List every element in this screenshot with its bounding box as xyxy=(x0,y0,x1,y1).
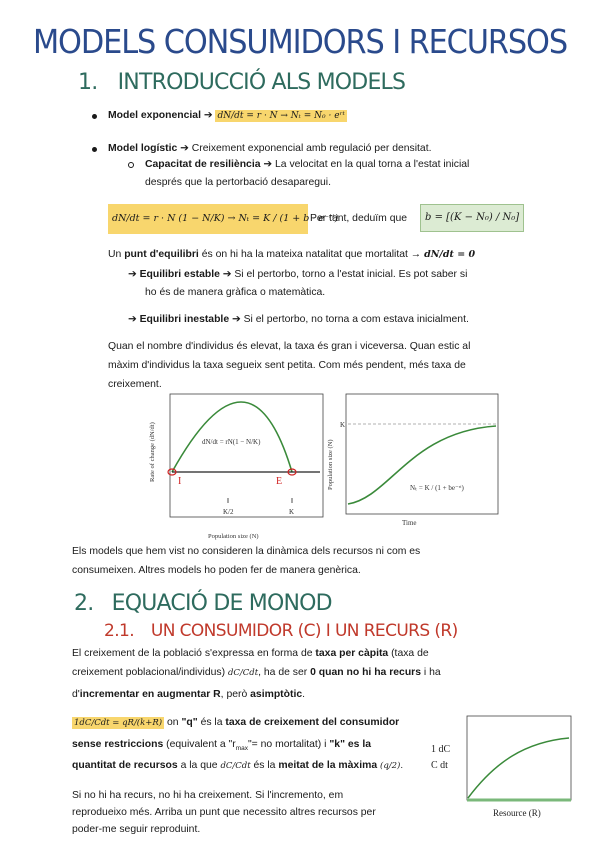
text: (taxa de xyxy=(391,648,429,659)
subscript: max xyxy=(235,745,248,753)
para-line: Els models que hem vist no consideren la dinàmica dels recursos ni com es xyxy=(72,546,421,557)
equilibrium-post: és on hi ha la mateixa natalitat que mortalitat → xyxy=(201,249,422,260)
text-bold: "k" es la xyxy=(329,739,371,750)
text: El creixement de la població s'expressa en forma de xyxy=(72,648,313,659)
text: és la xyxy=(200,717,223,728)
equilibrium-pre: Un xyxy=(108,249,122,260)
para-line: consumeixen. Altres models ho poden fer de manera genèrica. xyxy=(72,565,361,576)
text: i ha xyxy=(423,667,441,678)
fig3-xlabel: Resource (R) xyxy=(493,808,541,818)
unstable-label: Equilibri inestable xyxy=(139,314,230,325)
monod-line-1 xyxy=(72,716,399,730)
logistic-label: Model logístic xyxy=(108,143,178,154)
monod-figure xyxy=(425,712,575,824)
section-2-title: EQUACIÓ DE MONOD xyxy=(111,591,332,616)
sub-bullet-ring xyxy=(128,162,134,168)
resilience-text-2: després que la pertorbació desaparegui. xyxy=(145,177,332,188)
logistic-text: Creixement exponencial amb regulació per densitat. xyxy=(191,143,432,154)
equilibrium-math: dN/dt = 0 xyxy=(424,249,476,260)
text-bold: quantitat de recursos xyxy=(72,760,178,771)
para-line: poder-me seguir reproduint. xyxy=(72,824,201,835)
text: d' xyxy=(72,689,80,700)
section-2-heading xyxy=(74,591,332,616)
para-line: màxim d'individus la taxa segueix sent petita. Com més pendent, més taxa de xyxy=(108,360,466,371)
section-1-title: INTRODUCCIÓ ALS MODELS xyxy=(117,70,406,95)
text: (equivalent a "r xyxy=(166,739,236,750)
text-bold: meitat de la màxima xyxy=(278,760,378,771)
arrow-right-icon: ➔ xyxy=(128,314,137,325)
text: "= no mortalitat) i xyxy=(247,739,327,750)
section-2-1-heading xyxy=(104,621,458,641)
b-equation: b = [(K − N₀) / N₀] xyxy=(420,204,524,232)
section-2-1-title: UN CONSUMIDOR (C) I UN RECURS (R) xyxy=(150,621,458,641)
mark-i: I xyxy=(178,476,182,487)
tick-k: K xyxy=(289,508,295,516)
bullet-dot xyxy=(92,147,97,152)
section-2-number: 2. xyxy=(74,591,94,616)
arrow-icon: ➔ xyxy=(232,314,241,325)
fig2-ylabel: Population size (N) xyxy=(327,439,334,490)
tick-k-half: K/2 xyxy=(223,508,234,516)
fig3-ylabel-a: 1 dC xyxy=(431,744,451,755)
resilience-text-1: La velocitat en la qual torna a l'estat inicial xyxy=(275,159,470,170)
para-line: reprodueixo més. Arriba un punt que necessito altres recursos per xyxy=(72,807,376,818)
text-bold: taxa de creixement del consumidor xyxy=(225,717,400,728)
arrow-icon: ➔ xyxy=(263,159,273,170)
para-line: Quan el nombre d'individus és elevat, la taxa és gran i viceversa. Quan estic al xyxy=(108,341,471,352)
text: és la xyxy=(253,760,276,771)
monod-para-line-2 xyxy=(72,666,441,680)
resilience-label: Capacitat de resiliència xyxy=(145,159,261,170)
text: , però xyxy=(220,689,248,700)
text-math: dC/Cdt xyxy=(220,761,251,771)
fig2-tick-k: K xyxy=(340,421,346,429)
paragraph-resources xyxy=(72,542,532,580)
arrow-icon: ➔ xyxy=(203,110,213,121)
unstable-line xyxy=(128,313,469,327)
section-1-number: 1. xyxy=(78,70,98,95)
text-bold: taxa per càpita xyxy=(315,648,389,659)
para-line: creixement. xyxy=(108,379,162,390)
rate-of-change-figure xyxy=(140,392,325,542)
para-line: Si no hi ha recurs, no hi ha creixement. Si l'incremento, em xyxy=(72,790,344,801)
unstable-text: Si el pertorbo, no torna a com estava inicialment. xyxy=(243,314,469,325)
text-math: dC/Cdt xyxy=(227,668,259,678)
stable-line-1 xyxy=(128,268,467,282)
fig2-xlabel: Time xyxy=(402,519,417,527)
bullet-dot xyxy=(92,114,97,119)
bullet-exponential xyxy=(108,109,347,123)
text-bold: "q" xyxy=(181,717,198,728)
arrow-icon: ➔ xyxy=(222,269,232,280)
arrow-right-icon: ➔ xyxy=(128,269,137,280)
paragraph-rate xyxy=(108,337,528,394)
arrow-icon: ➔ xyxy=(180,143,189,154)
text-bold: asimptòtic xyxy=(250,689,303,700)
exponential-label: Model exponencial xyxy=(108,110,201,121)
text-bold: 0 quan no hi ha recurs xyxy=(310,667,421,678)
text: a la que xyxy=(180,760,218,771)
text-math: (q/2). xyxy=(380,761,404,771)
section-2-1-number: 2.1. xyxy=(104,621,135,641)
fig1-equation: dN/dt = rN(1 − N/K) xyxy=(202,438,261,446)
stable-text-2: ho és de manera gràfica o matemàtica. xyxy=(145,287,326,298)
stable-label: Equilibri estable xyxy=(139,269,220,280)
text-bold: incrementar en augmentar R xyxy=(79,689,221,700)
stable-text-1: Si el pertorbo, torno a l'estat inicial. Es pot saber si xyxy=(234,269,468,280)
bullet-logistic xyxy=(108,142,431,156)
paragraph-monod xyxy=(72,787,432,838)
monod-line-3 xyxy=(72,759,403,773)
mark-e: E xyxy=(276,476,283,487)
fig2-equation: Nₜ = K / (1 + be⁻ʳᵗ) xyxy=(410,484,464,492)
text: creixement poblacional/individus) xyxy=(72,667,226,678)
monod-para-line-1 xyxy=(72,647,429,661)
logistic-equation: dN/dt = r · N (1 − N/K) → Nₜ = K / (1 + b · e⁻ʳᵗ) xyxy=(112,213,339,224)
fig1-xlabel: Population size (N) xyxy=(208,533,259,540)
therefore-text: Per tant, deduïm que xyxy=(310,213,408,224)
section-1-heading xyxy=(78,70,405,95)
text: , ha de ser xyxy=(258,667,308,678)
text: on xyxy=(167,717,179,728)
text: . xyxy=(302,689,305,700)
equilibrium-bold: punt d'equilibri xyxy=(124,249,199,260)
monod-equation: 1dC/Cdt = qR/(k+R) xyxy=(74,718,163,728)
equilibrium-line xyxy=(108,248,475,262)
fig3-ylabel-b: C dt xyxy=(431,760,448,771)
resilience-line-1 xyxy=(145,158,469,172)
monod-line-2 xyxy=(72,738,371,756)
exponential-equation: dN/dt = r · N → Nₜ = N₀ · eʳᵗ xyxy=(217,111,345,121)
text-bold: sense restriccions xyxy=(72,739,164,750)
fig1-ylabel: Rate of change (dN/dt) xyxy=(149,422,156,482)
monod-para-line-3 xyxy=(72,688,305,702)
page-title: MODELS CONSUMIDORS I RECURSOS xyxy=(32,22,568,61)
logistic-growth-figure xyxy=(320,392,500,532)
